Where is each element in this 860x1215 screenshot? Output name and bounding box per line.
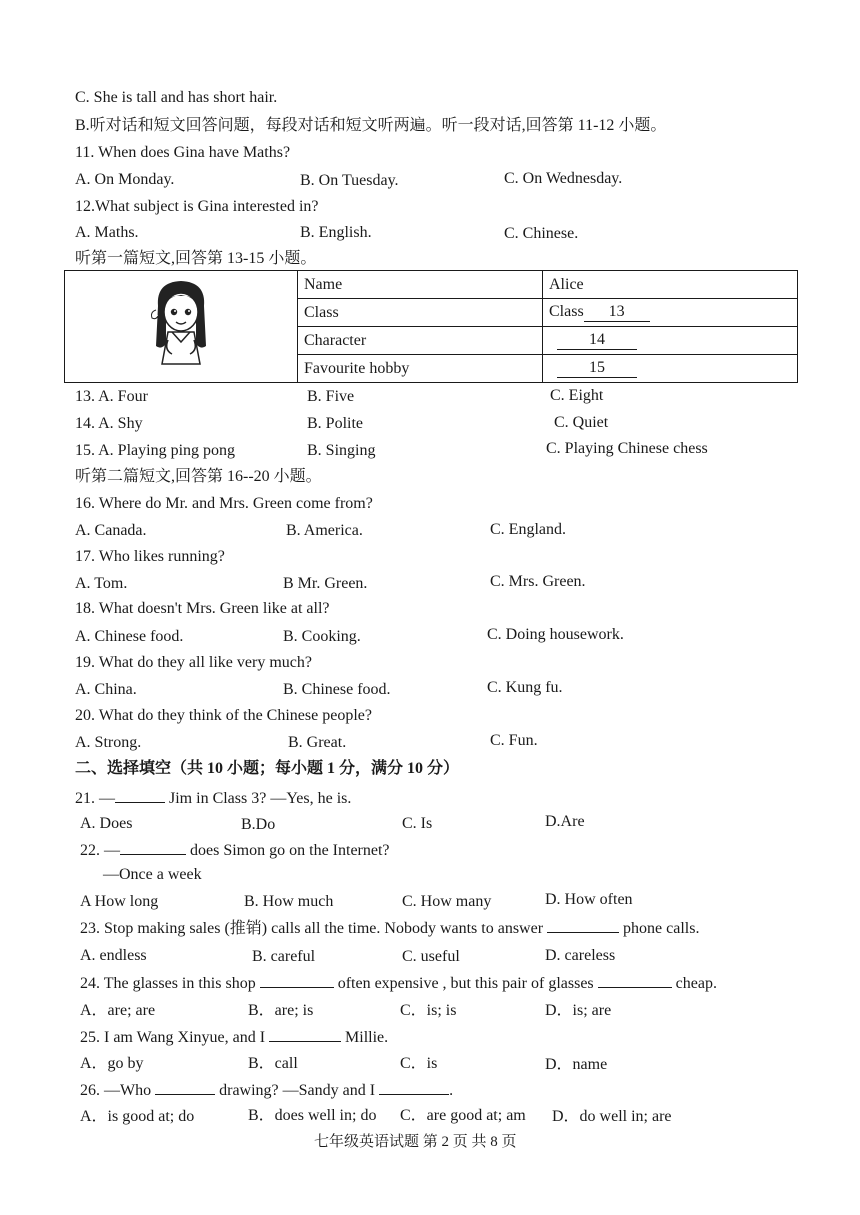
option-17a: A. Tom. <box>75 575 128 592</box>
option-23d: D. careless <box>545 947 616 964</box>
question-24 <box>80 973 717 994</box>
question-18: 18. What doesn't Mrs. Green like at all? <box>75 600 330 617</box>
option-22c: C. How many <box>402 893 492 910</box>
option-21a: A. Does <box>80 815 133 832</box>
q26-suffix: . <box>449 1082 454 1099</box>
question-11: 11. When does Gina have Maths? <box>75 144 291 161</box>
option-23c: C. useful <box>402 948 460 965</box>
name-value: Alice <box>543 271 798 299</box>
question-22 <box>80 840 390 861</box>
q21-suffix: Jim in Class 3? —Yes, he is. <box>165 790 352 807</box>
option-13a: 13. A. Four <box>75 388 148 405</box>
option-20a: A. Strong. <box>75 734 142 751</box>
option-15c: C. Playing Chinese chess <box>546 440 708 457</box>
q25-blank <box>269 1027 341 1042</box>
option-26d: D．do well in; are <box>552 1108 672 1125</box>
option-21d: D.Are <box>545 813 585 830</box>
option-15a: 15. A. Playing ping pong <box>75 442 236 459</box>
hobby-label: Favourite hobby <box>298 355 543 383</box>
class-value-label: Class <box>549 303 584 320</box>
blank-14: 14 <box>557 331 637 350</box>
option-16c: C. England. <box>490 521 566 538</box>
question-12: 12.What subject is Gina interested in? <box>75 198 319 215</box>
option-24b: B．are; is <box>248 1002 314 1019</box>
class-label: Class <box>298 299 543 327</box>
option-21c: C. Is <box>402 815 433 832</box>
passage-1-instruction: 听第一篇短文,回答第 13-15 小题。 <box>75 250 317 267</box>
q24-blank-2 <box>598 973 672 988</box>
option-16b: B. America. <box>286 522 363 539</box>
q24-blank-1 <box>260 973 334 988</box>
q25-suffix: Millie. <box>341 1029 389 1046</box>
part-2-heading: 二、选择填空（共 10 小题；每小题 1 分，满分 10 分） <box>75 760 460 777</box>
option-18b: B. Cooking. <box>283 628 361 645</box>
q23-suffix: phone calls. <box>619 920 700 937</box>
q26-middle: drawing? —Sandy and I <box>215 1082 380 1099</box>
question-16: 16. Where do Mr. and Mrs. Green come from? <box>75 495 373 512</box>
option-13b: B. Five <box>307 388 355 405</box>
option-17b: B Mr. Green. <box>283 575 368 592</box>
q24-prefix: 24. The glasses in this shop <box>80 975 260 992</box>
q26-blank-1 <box>155 1080 215 1095</box>
option-10c: C. She is tall and has short hair. <box>75 89 278 106</box>
question-19: 19. What do they all like very much? <box>75 654 312 671</box>
option-23b: B. careful <box>252 948 316 965</box>
option-19a: A. China. <box>75 681 137 698</box>
option-12b: B. English. <box>300 224 372 241</box>
option-13c: C. Eight <box>550 387 604 404</box>
option-14a: 14. A. Shy <box>75 415 143 432</box>
option-25d: D．name <box>545 1056 608 1073</box>
question-21 <box>75 788 351 809</box>
q22-suffix: does Simon go on the Internet? <box>186 842 390 859</box>
option-19c: C. Kung fu. <box>487 679 563 696</box>
blank-13: 13 <box>584 303 650 322</box>
option-24a: A．are; are <box>80 1002 156 1019</box>
option-26c: C．are good at; am <box>400 1107 526 1124</box>
question-20: 20. What do they think of the Chinese people? <box>75 707 372 724</box>
q22-prefix: 22. — <box>80 842 120 859</box>
option-12c: C. Chinese. <box>504 225 579 242</box>
option-25b: B．call <box>248 1055 298 1072</box>
option-24d: D．is; are <box>545 1002 612 1019</box>
info-table <box>64 270 798 383</box>
option-22a: A How long <box>80 893 159 910</box>
option-16a: A. Canada. <box>75 522 147 539</box>
class-value <box>543 299 798 327</box>
option-18c: C. Doing housework. <box>487 626 624 643</box>
q22-reply: —Once a week <box>103 866 202 883</box>
option-23a: A. endless <box>80 947 147 964</box>
q23-prefix: 23. Stop making sales (推销) calls all the time. Nobody wants to answer <box>80 920 548 937</box>
option-19b: B. Chinese food. <box>283 681 391 698</box>
option-11c: C. On Wednesday. <box>504 170 623 187</box>
passage-2-instruction: 听第二篇短文,回答第 16--20 小题。 <box>75 468 322 485</box>
question-26 <box>80 1080 453 1101</box>
option-21b: B.Do <box>241 816 276 833</box>
q25-prefix: 25. I am Wang Xinyue, and I <box>80 1029 270 1046</box>
option-22d: D. How often <box>545 891 633 908</box>
option-20c: C. Fun. <box>490 732 538 749</box>
option-15b: B. Singing <box>307 442 376 459</box>
option-20b: B. Great. <box>288 734 347 751</box>
option-14b: B. Polite <box>307 415 364 432</box>
q22-blank <box>120 840 186 855</box>
q23-blank <box>547 918 619 933</box>
q24-middle: often expensive , but this pair of glasses <box>333 975 598 992</box>
q24-suffix: cheap. <box>671 975 717 992</box>
girl-cartoon-icon <box>146 276 216 372</box>
character-label: Character <box>298 327 543 355</box>
question-25 <box>80 1027 388 1048</box>
option-25c: C．is <box>400 1055 438 1072</box>
page-footer: 七年级英语试题 第 2 页 共 8 页 <box>314 1134 517 1150</box>
q21-prefix: 21. — <box>75 790 115 807</box>
option-24c: C．is; is <box>400 1002 457 1019</box>
option-25a: A．go by <box>80 1055 144 1072</box>
option-26a: A．is good at; do <box>80 1108 195 1125</box>
option-22b: B. How much <box>244 893 334 910</box>
option-11b: B. On Tuesday. <box>300 172 399 189</box>
name-label: Name <box>298 271 543 299</box>
option-26b: B．does well in; do <box>248 1107 377 1124</box>
question-17: 17. Who likes running? <box>75 548 225 565</box>
q26-blank-2 <box>379 1080 449 1095</box>
q26-prefix: 26. —Who <box>80 1082 156 1099</box>
option-12a: A. Maths. <box>75 224 139 241</box>
q21-blank <box>115 788 165 803</box>
option-11a: A. On Monday. <box>75 171 175 188</box>
question-23 <box>80 918 699 939</box>
character-value <box>543 327 798 355</box>
option-17c: C. Mrs. Green. <box>490 573 586 590</box>
girl-picture-cell <box>65 271 298 383</box>
option-14c: C. Quiet <box>554 414 609 431</box>
option-18a: A. Chinese food. <box>75 628 184 645</box>
blank-15: 15 <box>557 359 637 378</box>
section-b-instruction: B.听对话和短文回答问题，每段对话和短文听两遍。听一段对话,回答第 11-12 小题。 <box>75 117 667 134</box>
hobby-value <box>543 355 798 383</box>
